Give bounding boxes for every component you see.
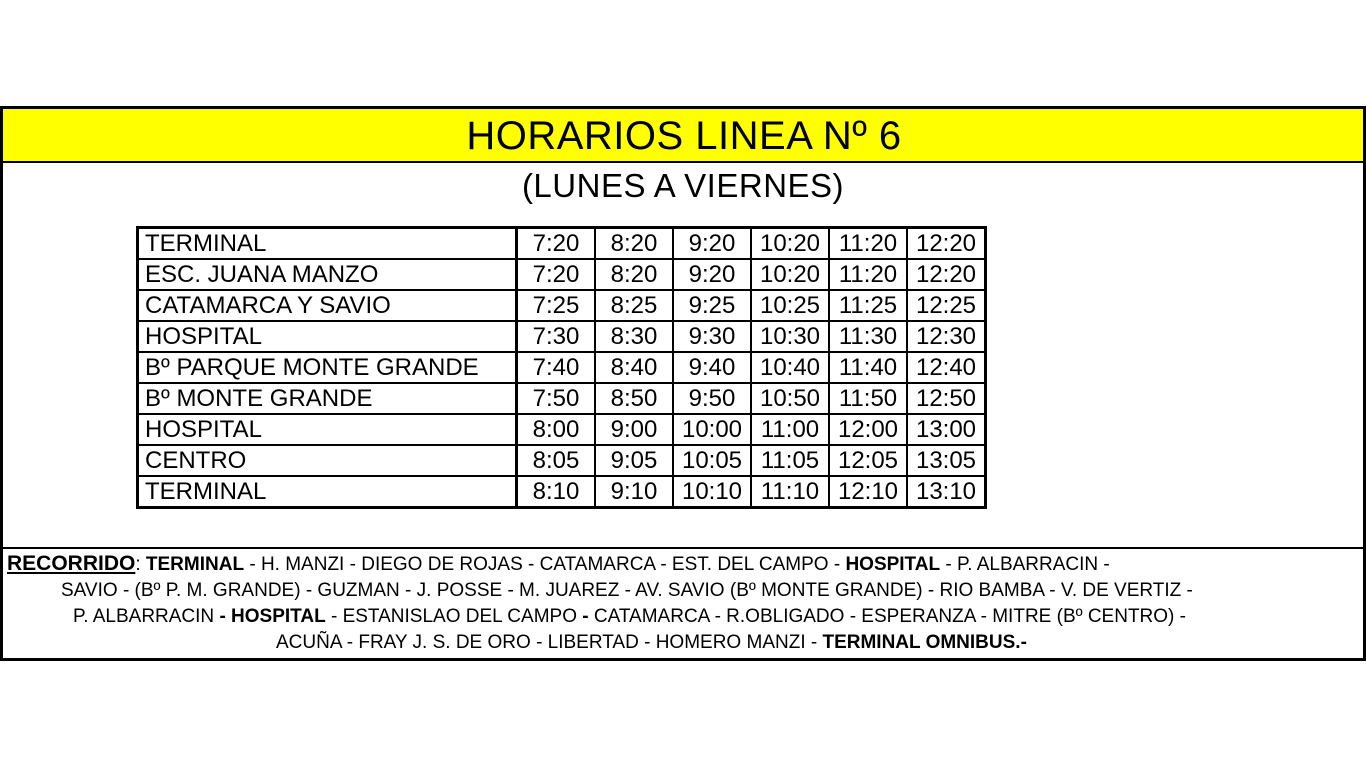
time-cell: 8:00 bbox=[517, 414, 596, 445]
stop-name-cell: HOSPITAL bbox=[138, 321, 517, 352]
time-cell: 7:20 bbox=[517, 228, 596, 260]
route-segment: P. ALBARRACIN bbox=[73, 606, 220, 627]
time-cell: 8:50 bbox=[595, 383, 673, 414]
table-row bbox=[138, 414, 986, 445]
page-subtitle: (LUNES A VIERNES) bbox=[521, 167, 845, 204]
route-description bbox=[3, 547, 1363, 656]
stop-name-cell: CATAMARCA Y SAVIO bbox=[138, 290, 517, 321]
route-segment: SAVIO - (Bº P. M. GRANDE) - GUZMAN - J. POSSE - M. JUAREZ - AV. SAVIO (Bº MONTE GRANDE) - RIO BAMBA - V. DE VERTIZ - bbox=[61, 580, 1193, 601]
time-cell: 11:25 bbox=[829, 290, 907, 321]
time-cell: 12:30 bbox=[907, 321, 986, 352]
time-cell: 8:25 bbox=[595, 290, 673, 321]
route-segment: - ESTANISLAO DEL CAMPO bbox=[325, 606, 583, 627]
time-cell: 11:00 bbox=[751, 414, 829, 445]
table-row bbox=[138, 445, 986, 476]
route-segment: - HOSPITAL bbox=[219, 606, 326, 627]
route-segment: HOSPITAL bbox=[845, 554, 941, 575]
time-cell: 9:10 bbox=[595, 476, 673, 508]
time-cell: 7:30 bbox=[517, 321, 596, 352]
time-cell: 9:05 bbox=[595, 445, 673, 476]
stop-name-cell: Bº MONTE GRANDE bbox=[138, 383, 517, 414]
time-cell: 12:25 bbox=[907, 290, 986, 321]
route-segment: - H. MANZI - DIEGO DE ROJAS - CATAMARCA - EST. DEL CAMPO - bbox=[244, 554, 846, 575]
time-cell: 7:40 bbox=[517, 352, 596, 383]
time-cell: 10:20 bbox=[751, 259, 829, 290]
time-cell: 8:20 bbox=[595, 259, 673, 290]
route-segment: TERMINAL bbox=[145, 554, 245, 575]
time-cell: 10:05 bbox=[673, 445, 751, 476]
stop-name-cell: TERMINAL bbox=[138, 228, 517, 260]
time-cell: 9:30 bbox=[673, 321, 751, 352]
route-line bbox=[3, 551, 1363, 578]
time-cell: 9:40 bbox=[673, 352, 751, 383]
time-cell: 7:20 bbox=[517, 259, 596, 290]
time-cell: 11:40 bbox=[829, 352, 907, 383]
table-row bbox=[138, 383, 986, 414]
schedule-table bbox=[136, 226, 987, 509]
stop-name-cell: Bº PARQUE MONTE GRANDE bbox=[138, 352, 517, 383]
time-cell: 11:30 bbox=[829, 321, 907, 352]
time-cell: 13:05 bbox=[907, 445, 986, 476]
time-cell: 12:40 bbox=[907, 352, 986, 383]
time-cell: 13:10 bbox=[907, 476, 986, 508]
title-banner bbox=[3, 109, 1363, 163]
table-row bbox=[138, 321, 986, 352]
page-title: HORARIOS LINEA Nº 6 bbox=[466, 114, 902, 158]
time-cell: 13:00 bbox=[907, 414, 986, 445]
route-segment: - bbox=[582, 606, 589, 627]
time-cell: 10:30 bbox=[751, 321, 829, 352]
time-cell: 8:40 bbox=[595, 352, 673, 383]
time-cell: 9:00 bbox=[595, 414, 673, 445]
time-cell: 12:05 bbox=[829, 445, 907, 476]
route-segment: - P. ALBARRACIN - bbox=[940, 554, 1110, 575]
table-row bbox=[138, 476, 986, 508]
route-line bbox=[3, 630, 1363, 656]
route-segment: TERMINAL OMNIBUS.- bbox=[822, 632, 1027, 653]
time-cell: 12:00 bbox=[829, 414, 907, 445]
time-cell: 10:00 bbox=[673, 414, 751, 445]
schedule-sheet bbox=[0, 106, 1366, 661]
time-cell: 7:50 bbox=[517, 383, 596, 414]
stop-name-cell: ESC. JUANA MANZO bbox=[138, 259, 517, 290]
time-cell: 11:50 bbox=[829, 383, 907, 414]
time-cell: 8:10 bbox=[517, 476, 596, 508]
stop-name-cell: TERMINAL bbox=[138, 476, 517, 508]
route-line bbox=[3, 578, 1363, 604]
time-cell: 11:10 bbox=[751, 476, 829, 508]
time-cell: 8:05 bbox=[517, 445, 596, 476]
time-cell: 9:25 bbox=[673, 290, 751, 321]
stop-name-cell: CENTRO bbox=[138, 445, 517, 476]
table-row bbox=[138, 228, 986, 260]
table-row bbox=[138, 352, 986, 383]
time-cell: 10:50 bbox=[751, 383, 829, 414]
time-cell: 12:50 bbox=[907, 383, 986, 414]
time-cell: 12:20 bbox=[907, 228, 986, 260]
time-cell: 7:25 bbox=[517, 290, 596, 321]
time-cell: 8:30 bbox=[595, 321, 673, 352]
time-cell: 9:20 bbox=[673, 228, 751, 260]
route-label: RECORRIDO bbox=[7, 552, 136, 575]
route-segment: CATAMARCA - R.OBLIGADO - ESPERANZA - MITRE (Bº CENTRO) - bbox=[588, 606, 1186, 627]
time-cell: 11:05 bbox=[751, 445, 829, 476]
time-cell: 9:50 bbox=[673, 383, 751, 414]
time-cell: 12:20 bbox=[907, 259, 986, 290]
route-segment: ACUÑA - FRAY J. S. DE ORO - LIBERTAD - HOMERO MANZI - bbox=[276, 632, 823, 653]
route-line bbox=[3, 604, 1363, 630]
time-cell: 10:20 bbox=[751, 228, 829, 260]
stop-name-cell: HOSPITAL bbox=[138, 414, 517, 445]
time-cell: 12:10 bbox=[829, 476, 907, 508]
table-row bbox=[138, 290, 986, 321]
time-cell: 8:20 bbox=[595, 228, 673, 260]
table-row bbox=[138, 259, 986, 290]
time-cell: 10:10 bbox=[673, 476, 751, 508]
time-cell: 11:20 bbox=[829, 259, 907, 290]
time-cell: 10:40 bbox=[751, 352, 829, 383]
time-cell: 9:20 bbox=[673, 259, 751, 290]
time-cell: 11:20 bbox=[829, 228, 907, 260]
route-segment: : bbox=[135, 554, 146, 575]
time-cell: 10:25 bbox=[751, 290, 829, 321]
